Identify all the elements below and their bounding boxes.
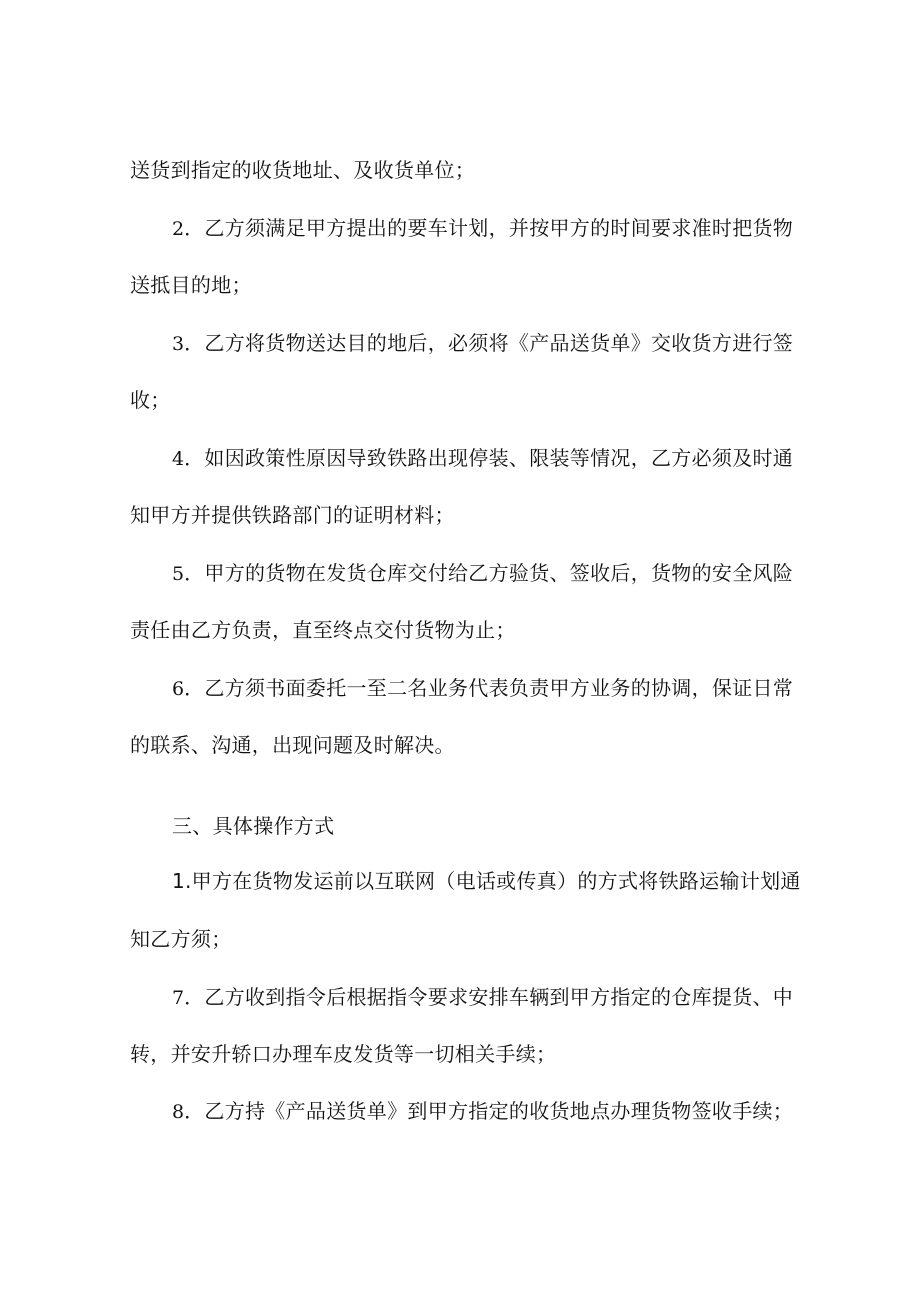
list-item-4: [172, 444, 842, 473]
list-item-2: [172, 214, 842, 243]
list-item-3: [172, 329, 842, 358]
list-number: 4: [172, 448, 185, 470]
list-number: 5: [172, 563, 185, 585]
list-number: 8: [172, 1101, 185, 1123]
list-item-7: [172, 983, 842, 1012]
paragraph-line: 转，并安升轿口办理车皮发货等一切相关手续；: [130, 1042, 557, 1066]
paragraph-line: 知乙方须；: [130, 927, 232, 951]
list-item-text: ．乙方须满足甲方提出的要车计划，并按甲方的时间要求准时把货物: [184, 216, 794, 240]
paragraph-line: 的联系、沟通，出现问题及时解决。: [130, 733, 455, 757]
list-item-text: ．乙方须书面委托一至二名业务代表负责甲方业务的协调，保证日常: [184, 676, 794, 700]
paragraph-line: 收；: [130, 388, 171, 412]
paragraph-line: 送货到指定的收货地址、及收货单位；: [130, 158, 476, 182]
section-heading: 三、具体操作方式: [172, 814, 335, 838]
list-item-5: [172, 559, 842, 588]
list-item-text: ．乙方将货物送达目的地后，必须将《产品送货单》交收货方进行签: [184, 331, 794, 355]
paragraph-line: 送抵目的地；: [130, 273, 252, 297]
paragraph-line: 责任由乙方负责，直至终点交付货物为止；: [130, 618, 516, 642]
list-number: 6: [172, 678, 185, 700]
list-number: 7: [172, 987, 185, 1009]
list-number: 3: [172, 333, 185, 355]
list-number: 2: [172, 218, 185, 240]
list-item-8: [172, 1097, 842, 1126]
paragraph-line: 知甲方并提供铁路部门的证明材料；: [130, 503, 455, 527]
list-item-1: 1.甲方在货物发运前以互联网（电话或传真）的方式将铁路运输计划通: [172, 869, 801, 893]
list-item-text: ．乙方收到指令后根据指令要求安排车辆到甲方指定的仓库提货、中: [184, 985, 794, 1009]
list-item-text: ．甲方的货物在发货仓库交付给乙方验货、签收后，货物的安全风险: [184, 561, 794, 585]
list-item-6: [172, 674, 842, 703]
list-item-text: ．乙方持《产品送货单》到甲方指定的收货地点办理货物签收手续；: [184, 1099, 794, 1123]
list-item-text: ．如因政策性原因导致铁路出现停装、限装等情况，乙方必须及时通: [184, 446, 794, 470]
